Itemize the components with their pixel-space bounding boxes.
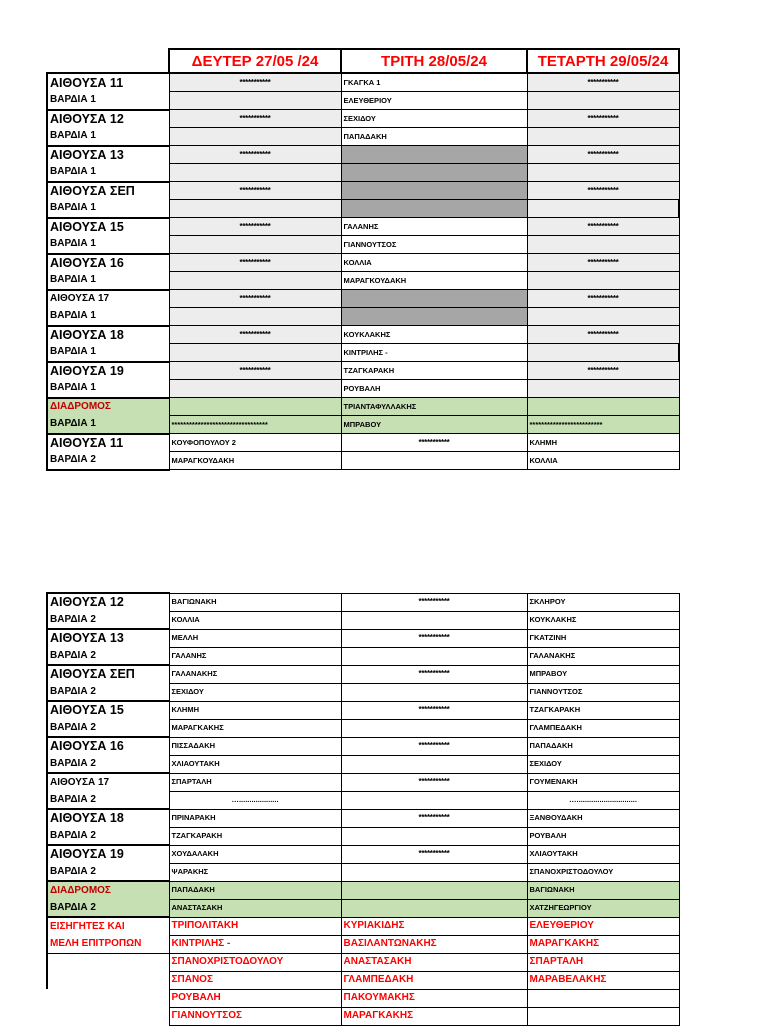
- tuesday-cell: ***********: [341, 629, 527, 647]
- shift-label: ΒΑΡΔΙΑ 1: [47, 416, 169, 434]
- room-label: ΑΙΘΟΥΣΑ 19: [47, 845, 169, 863]
- monday-cell: ΜΑΡΑΓΚΟΥΔΑΚΗ: [169, 452, 341, 470]
- tuesday-cell: ΓΑΛΑΝΗΣ: [341, 218, 527, 236]
- wednesday-cell: ΚΟΛΛΙΑ: [527, 452, 679, 470]
- wednesday-cell: [527, 236, 679, 254]
- wednesday-cell: ΒΑΓΙΩΝΑΚΗ: [527, 881, 679, 899]
- tuesday-cell: ΜΠΡΑΒΟΥ: [341, 416, 527, 434]
- monday-cell: ΚΟΥΦΟΠΟΥΛΟΥ 2: [169, 434, 341, 452]
- monday-cell: ΜΑΡΑΓΚΑΚΗΣ: [169, 719, 341, 737]
- monday-member: ΣΠΑΝΟΣ: [169, 971, 341, 989]
- wednesday-member: ΕΛΕΥΘΕΡΙΟΥ: [527, 917, 679, 935]
- tuesday-cell: ***********: [341, 593, 527, 611]
- monday-cell: ΧΛΙΑΟΥΤΑΚΗ: [169, 755, 341, 773]
- shift-label: ΒΑΡΔΙΑ 2: [47, 899, 169, 917]
- wednesday-cell: [527, 398, 679, 416]
- shift-label: ΒΑΡΔΙΑ 2: [47, 755, 169, 773]
- tuesday-cell: [341, 881, 527, 899]
- monday-cell: [169, 128, 341, 146]
- committee-label: [47, 1007, 169, 1025]
- committee-label: [47, 989, 169, 1007]
- monday-cell: ***********: [169, 73, 341, 92]
- tuesday-cell: [341, 647, 527, 665]
- monday-cell: [169, 398, 341, 416]
- tuesday-cell: [341, 308, 527, 326]
- wednesday-cell: ΜΠΡΑΒΟΥ: [527, 665, 679, 683]
- wednesday-cell: ΣΕΧΙΔΟΥ: [527, 755, 679, 773]
- tuesday-member: ΒΑΣΙΛΑΝΤΩΝΑΚΗΣ: [341, 935, 527, 953]
- shift-label: ΒΑΡΔΙΑ 1: [47, 92, 169, 110]
- wednesday-cell: ΓΛΑΜΠΕΔΑΚΗ: [527, 719, 679, 737]
- monday-cell: …...................: [169, 791, 341, 809]
- shift-label: ΒΑΡΔΙΑ 2: [47, 863, 169, 881]
- tuesday-cell: ΣΕΧΙΔΟΥ: [341, 110, 527, 128]
- wednesday-cell: [527, 380, 679, 398]
- tuesday-cell: [341, 791, 527, 809]
- monday-cell: ***********: [169, 146, 341, 164]
- monday-cell: ΧΟΥΔΑΛΑΚΗ: [169, 845, 341, 863]
- wednesday-cell: [527, 344, 679, 362]
- committee-label: [47, 971, 169, 989]
- wednesday-cell: ΧΑΤΖΗΓΕΩΡΓΙΟΥ: [527, 899, 679, 917]
- tuesday-cell: [341, 452, 527, 470]
- tuesday-cell: [341, 719, 527, 737]
- shift-label: ΒΑΡΔΙΑ 2: [47, 791, 169, 809]
- header-wednesday: ΤΕΤΑΡΤΗ 29/05/24: [527, 49, 679, 73]
- tuesday-cell: ***********: [341, 773, 527, 791]
- monday-cell: ΣΠΑΡΤΑΛΗ: [169, 773, 341, 791]
- wednesday-cell: ΡΟΥΒΑΛΗ: [527, 827, 679, 845]
- tuesday-cell: ΚΟΛΛΙΑ: [341, 254, 527, 272]
- tuesday-cell: [341, 182, 527, 200]
- wednesday-cell: ***********: [527, 146, 679, 164]
- wednesday-member: ΜΑΡΑΓΚΑΚΗΣ: [527, 935, 679, 953]
- wednesday-cell: [527, 164, 679, 182]
- tuesday-cell: [341, 899, 527, 917]
- tuesday-cell: ΤΡΙΑΝΤΑΦΥΛΛΑΚΗΣ: [341, 398, 527, 416]
- shift-label: ΒΑΡΔΙΑ 2: [47, 683, 169, 701]
- wednesday-cell: ΠΑΠΑΔΑΚΗ: [527, 737, 679, 755]
- tuesday-cell: ΠΑΠΑΔΑΚΗ: [341, 128, 527, 146]
- corridor-label: ΔΙΑΔΡΟΜΟΣ: [47, 881, 169, 899]
- committee-label: [47, 953, 169, 971]
- tuesday-cell: ΤΖΑΓΚΑΡΑΚΗ: [341, 362, 527, 380]
- monday-cell: [169, 92, 341, 110]
- room-label: ΑΙΘΟΥΣΑ ΣΕΠ: [47, 665, 169, 683]
- monday-cell: ΠΡΙΝΑΡΑΚΗ: [169, 809, 341, 827]
- wednesday-cell: ΣΚΛΗΡΟΥ: [527, 593, 679, 611]
- monday-member: ΣΠΑΝΟΧΡΙΣΤΟΔΟΥΛΟΥ: [169, 953, 341, 971]
- shift-label: ΒΑΡΔΙΑ 2: [47, 719, 169, 737]
- tuesday-member: ΜΑΡΑΓΚΑΚΗΣ: [341, 1007, 527, 1025]
- schedule-table-shift-1: [46, 48, 680, 471]
- header-tuesday: ΤΡΙΤΗ 28/05/24: [341, 49, 527, 73]
- monday-member: ΓΙΑΝΝΟΥΤΣΟΣ: [169, 1007, 341, 1025]
- shift-label: ΒΑΡΔΙΑ 1: [47, 380, 169, 398]
- monday-member: ΤΡΙΠΟΛΙΤΑΚΗ: [169, 917, 341, 935]
- wednesday-cell: ***********: [527, 110, 679, 128]
- wednesday-cell: ΤΖΑΓΚΑΡΑΚΗ: [527, 701, 679, 719]
- monday-cell: ΑΝΑΣΤΑΣΑΚΗ: [169, 899, 341, 917]
- room-label: ΑΙΘΟΥΣΑ 11: [47, 73, 169, 92]
- monday-cell: [169, 236, 341, 254]
- monday-cell: ***********: [169, 326, 341, 344]
- room-label: ΑΙΘΟΥΣΑ 12: [47, 110, 169, 128]
- shift-label: ΒΑΡΔΙΑ 1: [47, 128, 169, 146]
- room-label: ΑΙΘΟΥΣΑ 17: [47, 290, 169, 308]
- tuesday-cell: ΡΟΥΒΑΛΗ: [341, 380, 527, 398]
- monday-cell: ΠΑΠΑΔΑΚΗ: [169, 881, 341, 899]
- monday-cell: ***********: [169, 110, 341, 128]
- tuesday-cell: ΕΛΕΥΘΕΡΙΟΥ: [341, 92, 527, 110]
- monday-cell: [169, 308, 341, 326]
- monday-cell: ***********: [169, 254, 341, 272]
- tuesday-cell: [341, 164, 527, 182]
- monday-cell: ΤΖΑΓΚΑΡΑΚΗ: [169, 827, 341, 845]
- monday-cell: *********************************: [169, 416, 341, 434]
- room-label: ΑΙΘΟΥΣΑ 13: [47, 629, 169, 647]
- wednesday-member: [527, 989, 679, 1007]
- wednesday-cell: *************************: [527, 416, 679, 434]
- shift-label: ΒΑΡΔΙΑ 2: [47, 611, 169, 629]
- monday-cell: ***********: [169, 218, 341, 236]
- tuesday-cell: ΚΙΝΤΡΙΛΗΣ -: [341, 344, 527, 362]
- corridor-label: ΔΙΑΔΡΟΜΟΣ: [47, 398, 169, 416]
- wednesday-cell: [527, 128, 679, 146]
- wednesday-cell: [527, 92, 679, 110]
- wednesday-cell: ΣΠΑΝΟΧΡΙΣΤΟΔΟΥΛΟΥ: [527, 863, 679, 881]
- wednesday-cell: ΧΛΙΑΟΥΤΑΚΗ: [527, 845, 679, 863]
- tuesday-cell: ΜΑΡΑΓΚΟΥΔΑΚΗ: [341, 272, 527, 290]
- wednesday-cell: [527, 272, 679, 290]
- wednesday-cell: ΓΟΥΜΕΝΑΚΗ: [527, 773, 679, 791]
- wednesday-cell: ***********: [527, 326, 679, 344]
- wednesday-cell: ***********: [527, 362, 679, 380]
- monday-cell: [169, 344, 341, 362]
- wednesday-cell: ΓΚΑΤΖΙΝΗ: [527, 629, 679, 647]
- tuesday-cell: [341, 146, 527, 164]
- monday-cell: ***********: [169, 362, 341, 380]
- monday-cell: ΣΕΧΙΔΟΥ: [169, 683, 341, 701]
- tuesday-cell: [341, 755, 527, 773]
- room-label: ΑΙΘΟΥΣΑ 19: [47, 362, 169, 380]
- wednesday-member: ΜΑΡΑΒΕΛΑΚΗΣ: [527, 971, 679, 989]
- wednesday-cell: ***********: [527, 218, 679, 236]
- shift-label: ΒΑΡΔΙΑ 1: [47, 164, 169, 182]
- tuesday-cell: ***********: [341, 809, 527, 827]
- shift-label: ΒΑΡΔΙΑ 2: [47, 827, 169, 845]
- monday-cell: [169, 380, 341, 398]
- room-label: ΑΙΘΟΥΣΑ 15: [47, 218, 169, 236]
- wednesday-cell: [527, 200, 679, 218]
- schedule-table-shift-2: [46, 592, 680, 1026]
- tuesday-cell: ***********: [341, 665, 527, 683]
- committee-label: ΜΕΛΗ ΕΠΙΤΡΟΠΩΝ: [47, 935, 169, 953]
- room-label: ΑΙΘΟΥΣΑ 15: [47, 701, 169, 719]
- shift-label: ΒΑΡΔΙΑ 1: [47, 272, 169, 290]
- header-monday: ΔΕΥΤΕΡ 27/05 /24: [169, 49, 341, 73]
- tuesday-cell: [341, 863, 527, 881]
- tuesday-member: ΚΥΡΙΑΚΙΔΗΣ: [341, 917, 527, 935]
- monday-cell: [169, 272, 341, 290]
- wednesday-cell: ΞΑΝΘΟΥΔΑΚΗ: [527, 809, 679, 827]
- wednesday-cell: ***********: [527, 254, 679, 272]
- room-label: ΑΙΘΟΥΣΑ 13: [47, 146, 169, 164]
- wednesday-member: [527, 1007, 679, 1025]
- wednesday-cell: ***********: [527, 182, 679, 200]
- wednesday-cell: ΚΛΗΜΗ: [527, 434, 679, 452]
- wednesday-cell: ….............................: [527, 791, 679, 809]
- wednesday-cell: ΓΙΑΝΝΟΥΤΣΟΣ: [527, 683, 679, 701]
- tuesday-cell: ΚΟΥΚΛΑΚΗΣ: [341, 326, 527, 344]
- tuesday-cell: [341, 611, 527, 629]
- tuesday-cell: ***********: [341, 845, 527, 863]
- room-label: ΑΙΘΟΥΣΑ 16: [47, 254, 169, 272]
- shift-label: ΒΑΡΔΙΑ 2: [47, 452, 169, 470]
- shift-label: ΒΑΡΔΙΑ 1: [47, 236, 169, 254]
- monday-cell: ΨΑΡΑΚΗΣ: [169, 863, 341, 881]
- tuesday-member: ΑΝΑΣΤΑΣΑΚΗ: [341, 953, 527, 971]
- shift-label: ΒΑΡΔΙΑ 1: [47, 308, 169, 326]
- tuesday-cell: ΓΚΑΓΚΑ 1: [341, 73, 527, 92]
- tuesday-cell: ΓΙΑΝΝΟΥΤΣΟΣ: [341, 236, 527, 254]
- room-label: ΑΙΘΟΥΣΑ 18: [47, 809, 169, 827]
- monday-cell: ΓΑΛΑΝΑΚΗΣ: [169, 665, 341, 683]
- tuesday-cell: ***********: [341, 434, 527, 452]
- wednesday-cell: ***********: [527, 73, 679, 92]
- monday-cell: ΒΑΓΙΩΝΑΚΗ: [169, 593, 341, 611]
- room-label: ΑΙΘΟΥΣΑ ΣΕΠ: [47, 182, 169, 200]
- wednesday-cell: ΚΟΥΚΛΑΚΗΣ: [527, 611, 679, 629]
- monday-cell: ΚΛΗΜΗ: [169, 701, 341, 719]
- room-label: ΑΙΘΟΥΣΑ 17: [47, 773, 169, 791]
- header-blank: [47, 49, 169, 73]
- wednesday-cell: ***********: [527, 290, 679, 308]
- monday-member: ΡΟΥΒΑΛΗ: [169, 989, 341, 1007]
- tuesday-cell: [341, 683, 527, 701]
- tuesday-cell: [341, 827, 527, 845]
- shift-label: ΒΑΡΔΙΑ 1: [47, 344, 169, 362]
- monday-cell: [169, 164, 341, 182]
- room-label: ΑΙΘΟΥΣΑ 11: [47, 434, 169, 452]
- monday-cell: ***********: [169, 290, 341, 308]
- monday-cell: ΠΙΣΣΑΔΑΚΗ: [169, 737, 341, 755]
- wednesday-cell: [527, 308, 679, 326]
- tuesday-cell: ***********: [341, 701, 527, 719]
- wednesday-cell: ΓΑΛΑΝΑΚΗΣ: [527, 647, 679, 665]
- shift-label: ΒΑΡΔΙΑ 2: [47, 647, 169, 665]
- tuesday-cell: [341, 290, 527, 308]
- wednesday-member: ΣΠΑΡΤΑΛΗ: [527, 953, 679, 971]
- monday-cell: ΜΕΛΛΗ: [169, 629, 341, 647]
- monday-cell: ΓΑΛΑΝΗΣ: [169, 647, 341, 665]
- monday-cell: ***********: [169, 182, 341, 200]
- room-label: ΑΙΘΟΥΣΑ 12: [47, 593, 169, 611]
- monday-cell: [169, 200, 341, 218]
- room-label: ΑΙΘΟΥΣΑ 18: [47, 326, 169, 344]
- monday-member: ΚΙΝΤΡΙΛΗΣ -: [169, 935, 341, 953]
- tuesday-member: ΠΑΚΟΥΜΑΚΗΣ: [341, 989, 527, 1007]
- room-label: ΑΙΘΟΥΣΑ 16: [47, 737, 169, 755]
- tuesday-member: ΓΛΑΜΠΕΔΑΚΗ: [341, 971, 527, 989]
- committee-label: ΕΙΣΗΓΗΤΕΣ ΚΑΙ: [47, 917, 169, 935]
- monday-cell: ΚΟΛΛΙΑ: [169, 611, 341, 629]
- tuesday-cell: [341, 200, 527, 218]
- shift-label: ΒΑΡΔΙΑ 1: [47, 200, 169, 218]
- tuesday-cell: ***********: [341, 737, 527, 755]
